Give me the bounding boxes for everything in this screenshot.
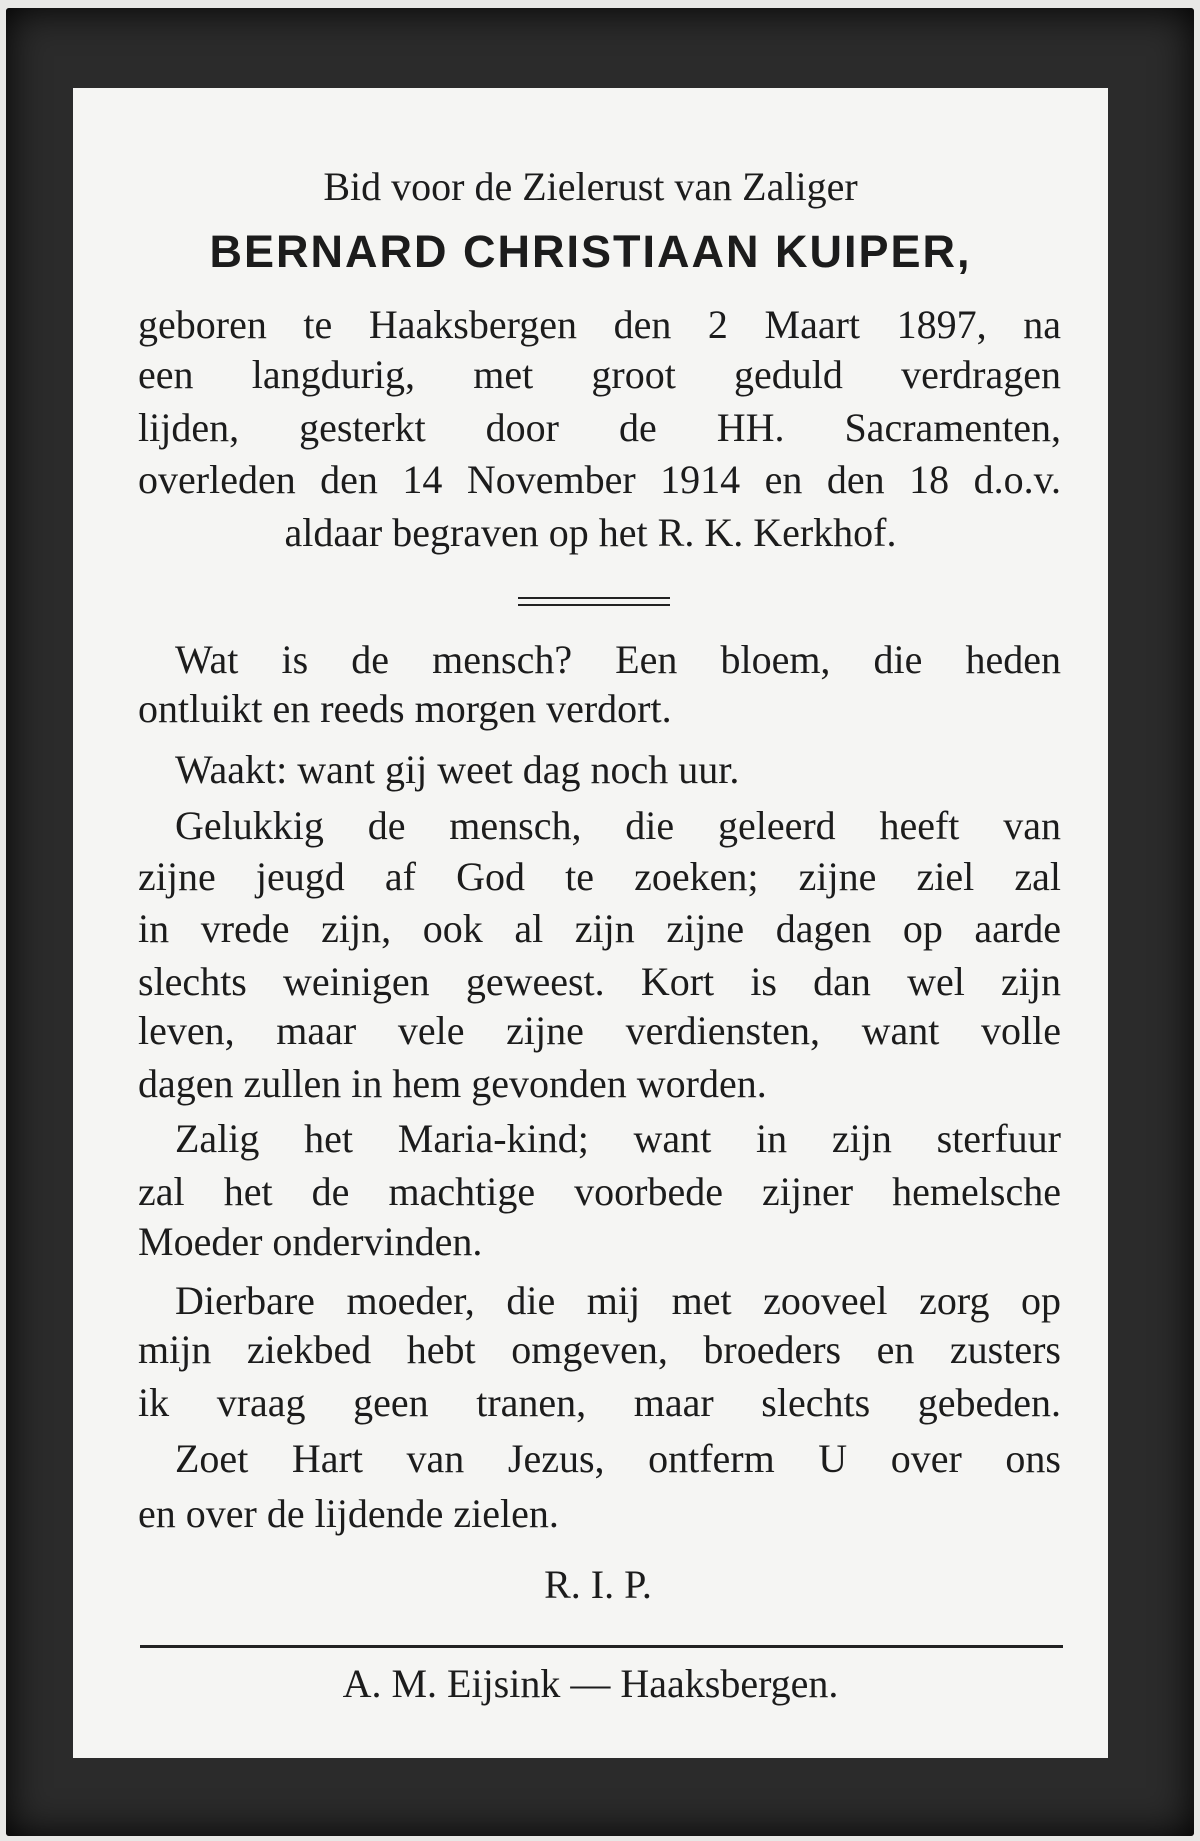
biography-line: aldaar begraven op het R. K. Kerkhof. [284, 510, 897, 555]
rip-closing: R. I. P. [544, 1562, 652, 1607]
verse-line: Zoet Hart van Jezus, ontferm U over ons [175, 1436, 1061, 1481]
verse-line: Zalig het Maria-kind; want in zijn sterfuur [175, 1116, 1061, 1161]
verse-line: mijn ziekbed hebt omgeven, broeders en zusters [138, 1327, 1061, 1372]
verse-line: dagen zullen in hem gevonden worden. [138, 1061, 767, 1106]
verse-line: ik vraag geen tranen, maar slechts gebeden. [138, 1380, 1061, 1425]
verse-line: in vrede zijn, ook al zijn zijne dagen op aarde [138, 906, 1061, 951]
verse-line: Wat is de mensch? Een bloem, die heden [175, 637, 1061, 682]
biography-line: lijden, gesterkt door de HH. Sacramenten, [138, 405, 1061, 450]
verse-line: Dierbare moeder, die mij met zooveel zorg op [175, 1278, 1061, 1323]
verse-line: en over de lijdende zielen. [138, 1491, 559, 1536]
verse-line: zijne jeugd af God te zoeken; zijne ziel zal [138, 854, 1061, 899]
biography-line: geboren te Haaksbergen den 2 Maart 1897, na [138, 302, 1061, 347]
biography-line: een langdurig, met groot geduld verdragen [138, 352, 1061, 397]
prayer-heading: Bid voor de Zielerust van Zaliger [323, 164, 858, 209]
biography-line: overleden den 14 November 1914 en den 18 d.o.v. [138, 457, 1061, 502]
verse-line: leven, maar vele zijne verdiensten, want volle [138, 1008, 1061, 1053]
double-rule-top [518, 597, 670, 599]
memorial-card [73, 88, 1108, 1758]
deceased-name: BERNARD CHRISTIAAN KUIPER, [209, 226, 972, 277]
verse-line: ontluikt en reeds morgen verdort. [138, 686, 672, 731]
printer-credit: A. M. Eijsink — Haaksbergen. [342, 1661, 839, 1706]
verse-line: Gelukkig de mensch, die geleerd heeft van [175, 803, 1061, 848]
verse-line: zal het de machtige voorbede zijner hemelsche [138, 1169, 1061, 1214]
verse-line: Moeder ondervinden. [138, 1219, 483, 1264]
verse-line: Waakt: want gij weet dag noch uur. [175, 747, 740, 792]
double-rule-bottom [518, 604, 670, 606]
printer-divider [140, 1645, 1063, 1648]
verse-line: slechts weinigen geweest. Kort is dan wel zijn [138, 959, 1061, 1004]
